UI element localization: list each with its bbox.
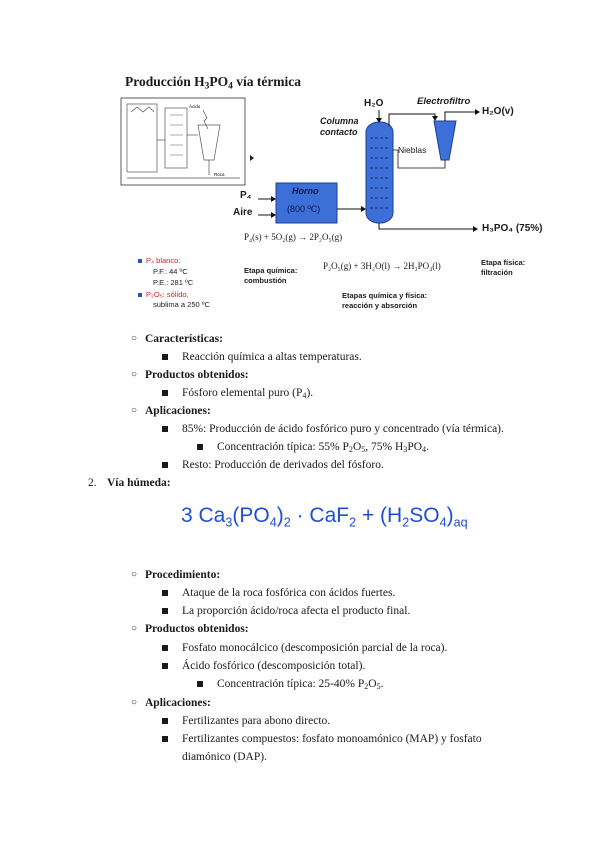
electrofiltro: [434, 121, 456, 160]
note-pe: P.E.: 281 ºC: [153, 278, 194, 287]
note-p4-blanco: P₄ blanco:: [146, 256, 181, 265]
stage-quimica: Etapa química:: [244, 266, 298, 275]
wet-process-equation: 3 $Ca_3(PO_4)_2 \cdot CaF_2 + (H_2SO_4)_{aq}$: [181, 504, 468, 530]
process-diagram: [0, 0, 600, 330]
diagram-title: Producción $H_3PO_4$ vía térmica: [125, 74, 302, 92]
label-aire: Aire: [233, 207, 253, 218]
note-p2o5: P₂O₅: sólido,: [146, 290, 189, 299]
note-bullet: [138, 259, 142, 263]
label-horno-temp: (800 ºC): [287, 204, 321, 214]
label-h3po4-75: H₃PO₄ (75%): [482, 223, 543, 234]
stage-fisica: Etapa física:: [481, 258, 526, 267]
small-arrow: [250, 155, 254, 161]
note-bullet: [138, 293, 142, 297]
inset-roca-tag: Roca: [214, 172, 225, 177]
label-contacto: contacto: [320, 127, 358, 137]
reaction-absorption: P₂O₅(g) + 3H₂O(l) → 2H₃PO₄(l): [323, 261, 441, 271]
label-h2o: H₂O: [364, 98, 384, 109]
inset-acid-tag: Ácido: [189, 104, 201, 109]
label-horno: Horno: [292, 186, 319, 196]
label-nieblas: Nieblas: [398, 145, 427, 155]
note-pf: P.F.: 44 ºC: [153, 267, 188, 276]
stage-filtracion: filtración: [481, 268, 513, 277]
note-sublima: sublima a 250 ºC: [153, 300, 210, 309]
label-columna: Columna: [320, 116, 359, 126]
stage-combustion: combustión: [244, 276, 287, 285]
stage-reaccion-absorcion: reacción y absorción: [342, 301, 418, 310]
inset-schematic: [121, 98, 245, 185]
stage-quimica-fisica: Etapas química y física:: [342, 291, 428, 300]
label-h2o-v: H₂O(v): [482, 106, 514, 117]
reaction-combustion: P₄(s) + 5O₂(g) → 2P₂O₅(g): [244, 232, 343, 242]
label-electrofiltro: Electrofiltro: [417, 96, 471, 107]
label-p4: P₄: [240, 190, 252, 201]
